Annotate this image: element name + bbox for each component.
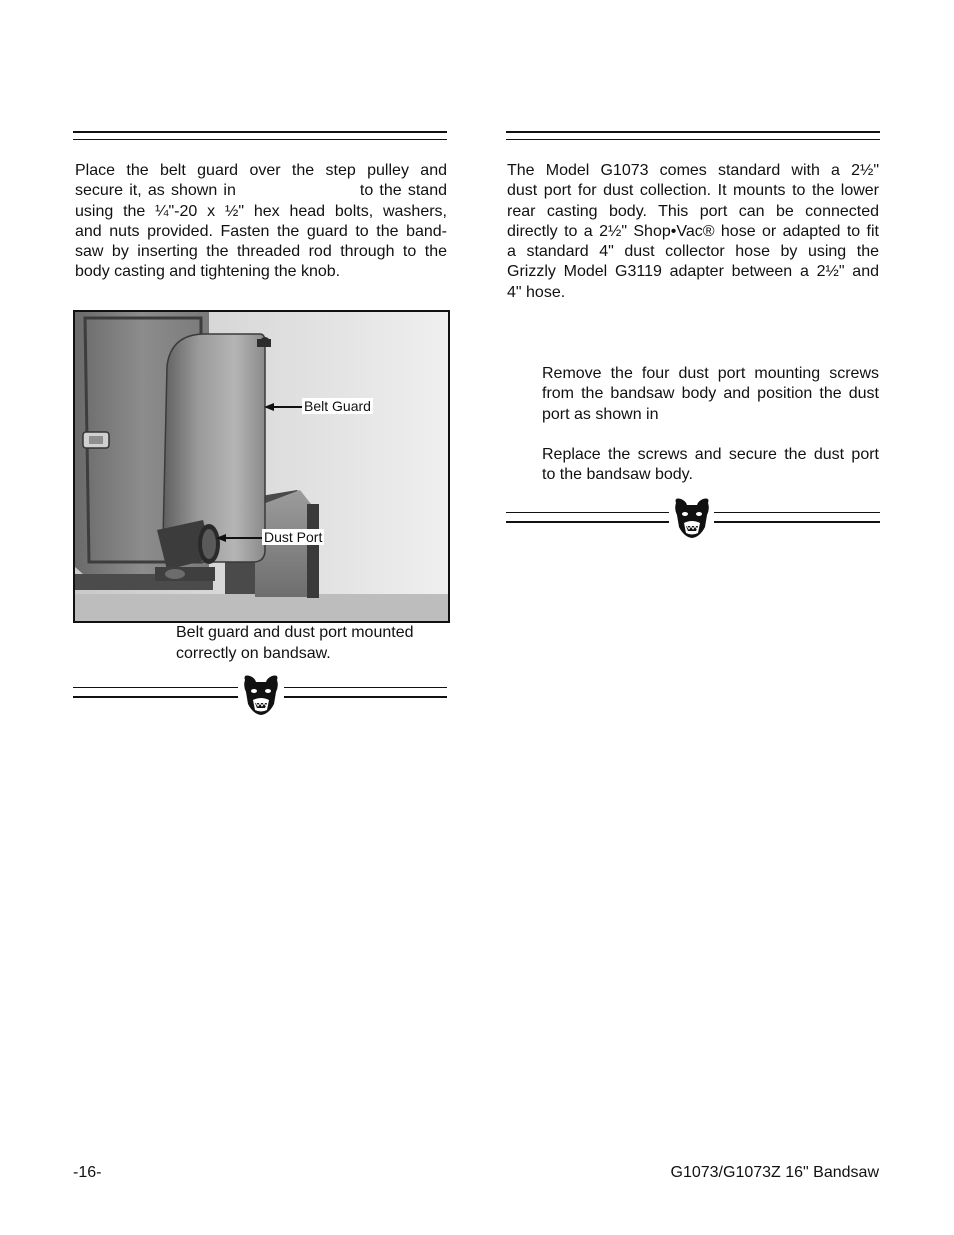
grizzly-bear-logo-icon [672, 497, 712, 539]
manual-title: G1073/G1073Z 16" Bandsaw [670, 1164, 879, 1181]
bandsaw-figure [73, 310, 450, 623]
step-line: Replace the screws and secure the dust port [542, 446, 879, 463]
instruction-step-2 [542, 445, 879, 486]
step-line: to the bandsaw body. [542, 466, 693, 484]
right-divider-rule-right-bottom [714, 521, 880, 523]
page-number: -16- [73, 1164, 102, 1181]
paragraph-line: a standard 4" dust collector hose by using the [507, 243, 879, 261]
right-section-header-rule [506, 131, 880, 140]
paragraph-line: The Model G1073 comes standard with a 2½" [507, 162, 879, 179]
paragraph-line: body casting and tightening the knob. [75, 263, 341, 281]
dust-port-description [507, 161, 879, 303]
dust-port-callout: Dust Port [264, 529, 323, 545]
paragraph-line: Place the belt guard over the step pulley and [75, 162, 447, 179]
instruction-step-1 [542, 364, 879, 425]
left-divider-rule-left-bottom [73, 696, 238, 698]
left-divider-rule-left-top [73, 687, 238, 688]
paragraph-line: saw by inserting the threaded rod through to the [75, 243, 447, 261]
paragraph-line: rear casting body. This port can be connected [507, 202, 879, 220]
right-divider-rule-left-bottom [506, 521, 669, 523]
left-section-header-rule [73, 131, 447, 140]
step-line: from the bandsaw body and position the dust [542, 385, 879, 403]
belt-guard-callout: Belt Guard [304, 398, 371, 414]
paragraph-line: dust port for dust collection. It mounts to the lower [507, 182, 879, 200]
paragraph-line: using the ¼"-20 x ½" hex head bolts, washers, [75, 202, 447, 220]
belt-guard-instructions [75, 161, 447, 283]
step-line: port as shown in [542, 405, 659, 423]
right-divider-rule-right-top [714, 512, 880, 513]
paragraph-line: directly to a 2½" Shop•Vac® hose or adapted to fit [507, 222, 879, 240]
bandsaw-photo [75, 312, 448, 621]
caption-line: correctly on bandsaw. [176, 645, 331, 662]
paragraph-line: Grizzly Model G3119 adapter between a 2½" and [507, 263, 879, 281]
right-divider-rule-left-top [506, 512, 669, 513]
left-divider-rule-right-bottom [284, 696, 447, 698]
step-line: Remove the four dust port mounting screws [542, 365, 879, 382]
paragraph-line: 4" hose. [507, 283, 566, 301]
caption-line: Belt guard and dust port mounted [176, 624, 414, 641]
paragraph-line: secure it, as shown in to the stand [75, 182, 447, 200]
left-divider-rule-right-top [284, 687, 447, 688]
paragraph-line: and nuts provided. Fasten the guard to the band- [75, 222, 447, 240]
figure-caption [176, 622, 414, 664]
grizzly-bear-logo-icon [241, 674, 281, 716]
